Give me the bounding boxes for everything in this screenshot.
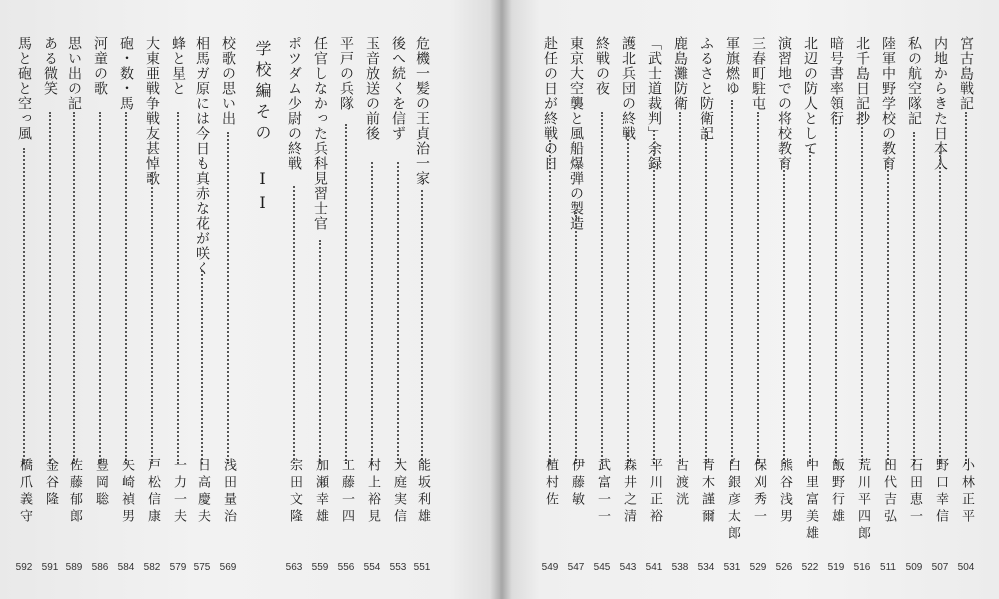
entry-author: 一力一夫 <box>171 458 186 526</box>
page-number: 538 <box>671 562 689 573</box>
entry-author: 古渡洸 <box>673 458 688 509</box>
entry-title: 私の航空隊記 <box>906 36 922 126</box>
page-number: 584 <box>117 562 135 573</box>
dot-leader <box>679 112 681 464</box>
entry-author: 宗田文隆 <box>287 458 302 526</box>
toc-entry <box>722 0 742 599</box>
dot-leader <box>913 132 915 464</box>
page-number: 549 <box>541 562 559 573</box>
entry-title: 宮古島戦記 <box>958 36 974 111</box>
entry-author: 森井之清 <box>621 458 636 526</box>
toc-entry <box>388 0 408 599</box>
dot-leader <box>783 162 785 464</box>
toc-entry <box>566 0 586 599</box>
entry-title: 陸軍中野学校の教育 <box>880 36 896 171</box>
entry-author: 工藤一四 <box>339 458 354 526</box>
entry-author: 飯野行雄 <box>829 458 844 526</box>
entry-author: 金谷隆 <box>43 458 58 509</box>
page-number: 543 <box>619 562 637 573</box>
page-number: 553 <box>389 562 407 573</box>
dot-leader <box>575 212 577 464</box>
entry-author: 伊藤敏 <box>569 458 584 509</box>
dot-leader <box>151 172 153 464</box>
page-number: 586 <box>91 562 109 573</box>
entry-title: 終戦の夜 <box>594 36 610 96</box>
page-number: 582 <box>143 562 161 573</box>
page-number: 569 <box>219 562 237 573</box>
entry-author: 大庭実信 <box>391 458 406 526</box>
entry-title: ポツダム少尉の終戦 <box>286 36 302 171</box>
section-heading <box>252 0 272 599</box>
page-number: 534 <box>697 562 715 573</box>
page-number: 526 <box>775 562 793 573</box>
page-number: 554 <box>363 562 381 573</box>
page-number: 563 <box>285 562 303 573</box>
entry-author: 橋爪義守 <box>17 458 32 526</box>
page-number: 551 <box>413 562 431 573</box>
entry-title: 内地からきた日本人 <box>932 36 948 171</box>
entry-author: 豊岡聡 <box>93 458 108 509</box>
entry-author: 村上裕見 <box>365 458 380 526</box>
dot-leader <box>125 112 127 464</box>
entry-author: 加瀬幸雄 <box>313 458 328 526</box>
page-number: 545 <box>593 562 611 573</box>
entry-title: 三春町駐屯 <box>750 36 766 111</box>
entry-title: 軍旗燃ゆ <box>724 36 740 96</box>
dot-leader <box>371 162 373 464</box>
entry-title: 砲・数・馬 <box>118 36 134 111</box>
dot-leader <box>293 186 295 464</box>
page-number: 541 <box>645 562 663 573</box>
entry-title: 「武士道裁判」余録 <box>646 36 662 171</box>
toc-entry <box>826 0 846 599</box>
toc-entry <box>618 0 638 599</box>
toc-entry <box>644 0 664 599</box>
page-number: 504 <box>957 562 975 573</box>
dot-leader <box>99 112 101 464</box>
dot-leader <box>345 124 347 464</box>
entry-title: 平戸の兵隊 <box>338 36 354 111</box>
entry-title: 東京大空襲と風船爆弾の製造 <box>568 36 584 231</box>
dot-leader <box>319 240 321 464</box>
entry-author: 野口幸信 <box>933 458 948 526</box>
entry-author: 日高慶夫 <box>195 458 210 526</box>
toc-entry <box>592 0 612 599</box>
entry-title: ふるさと防衛記 <box>698 36 714 141</box>
dot-leader <box>887 162 889 464</box>
page-number: 531 <box>723 562 741 573</box>
entry-author: 保刈秀一 <box>751 458 766 526</box>
dot-leader <box>23 148 25 464</box>
toc-entry <box>362 0 382 599</box>
dot-leader <box>939 152 941 464</box>
page-number: 511 <box>880 562 896 573</box>
page-number: 547 <box>567 562 585 573</box>
entry-author: 田代吉弘 <box>881 458 896 526</box>
dot-leader <box>861 112 863 464</box>
dot-leader <box>177 112 179 464</box>
entry-title: 鹿島灘防衛 <box>672 36 688 111</box>
entry-author: 石田恵一 <box>907 458 922 526</box>
toc-entry <box>192 0 212 599</box>
page-number: 507 <box>931 562 949 573</box>
entry-title: 馬と砲と空っ風 <box>16 36 32 141</box>
toc-entry <box>800 0 820 599</box>
toc-entry <box>930 0 950 599</box>
entry-title: 暗号書率領行 <box>828 36 844 126</box>
entry-title: 河童の歌 <box>92 36 108 96</box>
toc-entry <box>90 0 110 599</box>
entry-title: 校歌の思い出 <box>220 36 236 126</box>
entry-title: 大東亜戦争戦友甚悼歌 <box>144 36 160 186</box>
entry-title: 演習地での将校教育 <box>776 36 792 171</box>
dot-leader <box>757 112 759 464</box>
right-page <box>500 0 999 599</box>
page-number: 589 <box>65 562 83 573</box>
toc-entry <box>774 0 794 599</box>
page-number: 519 <box>827 562 845 573</box>
toc-entry <box>64 0 84 599</box>
entry-title: 後へ続くを信ず <box>390 36 406 141</box>
dot-leader <box>601 112 603 464</box>
toc-entry <box>218 0 238 599</box>
toc-entry <box>904 0 924 599</box>
entry-author: 荒川平四郎 <box>855 458 870 543</box>
entry-title: 北辺の防人として <box>802 36 818 156</box>
entry-title: 北千島日記抄 <box>854 36 870 126</box>
dot-leader <box>201 270 203 464</box>
entry-author: 戸松信康 <box>145 458 160 526</box>
dot-leader <box>835 112 837 464</box>
section-title: 学校編その II <box>253 40 272 217</box>
entry-title: 護北兵団の終戦 <box>620 36 636 141</box>
page-number: 559 <box>311 562 329 573</box>
entry-author: 中里富美雄 <box>803 458 818 543</box>
page-number: 591 <box>41 562 59 573</box>
toc-entry <box>956 0 976 599</box>
toc-entry <box>696 0 716 599</box>
dot-leader <box>627 132 629 464</box>
dot-leader <box>653 130 655 464</box>
toc-entry <box>310 0 330 599</box>
toc-entry <box>14 0 34 599</box>
entry-author: 平川正裕 <box>647 458 662 526</box>
entry-author: 熊谷浅男 <box>777 458 792 526</box>
page-number: 522 <box>801 562 819 573</box>
dot-leader <box>731 100 733 464</box>
entry-title: 危機一髪の王貞治一家 <box>414 36 430 186</box>
toc-entry <box>878 0 898 599</box>
toc-entry <box>116 0 136 599</box>
entry-author: 植村佐 <box>543 458 558 509</box>
dot-leader <box>549 140 551 464</box>
entry-author: 矢崎禎男 <box>119 458 134 526</box>
dot-leader <box>705 128 707 464</box>
page-number: 529 <box>749 562 767 573</box>
toc-entry <box>540 0 560 599</box>
entry-author: 武富一一 <box>595 458 610 526</box>
entry-title: 相馬ガ原には今日も真赤な花が咲く <box>194 36 210 276</box>
page-number: 509 <box>905 562 923 573</box>
entry-title: 赴任の日が終戦の日 <box>542 36 558 171</box>
entry-author: 小林正平 <box>959 458 974 526</box>
dot-leader <box>49 112 51 464</box>
toc-entry <box>336 0 356 599</box>
page-number: 516 <box>853 562 871 573</box>
toc-entry <box>40 0 60 599</box>
toc-entry <box>168 0 188 599</box>
page-number: 592 <box>15 562 33 573</box>
dot-leader <box>421 190 423 464</box>
entry-author: 青木謹爾 <box>699 458 714 526</box>
entry-title: 任官しなかった兵科見習士官 <box>312 36 328 231</box>
page-number: 575 <box>193 562 211 573</box>
entry-author: 能坂利雄 <box>415 458 430 526</box>
entry-author: 佐藤郁郎 <box>67 458 82 526</box>
toc-entry <box>670 0 690 599</box>
dot-leader <box>73 112 75 464</box>
page-number: 556 <box>337 562 355 573</box>
dot-leader <box>397 162 399 464</box>
entry-title: 思い出の記 <box>66 36 82 111</box>
toc-entry <box>748 0 768 599</box>
toc-entry <box>142 0 162 599</box>
page-number: 579 <box>169 562 187 573</box>
dot-leader <box>965 112 967 464</box>
entry-title: ある微笑 <box>42 36 58 96</box>
entry-author: 白銀彦太郎 <box>725 458 740 543</box>
toc-entry <box>852 0 872 599</box>
entry-author: 浅田量治 <box>221 458 236 526</box>
entry-title: 玉音放送の前後 <box>364 36 380 141</box>
toc-entry <box>284 0 304 599</box>
entry-title: 蜂と星と <box>170 36 186 96</box>
toc-entry <box>412 0 432 599</box>
dot-leader <box>227 132 229 464</box>
dot-leader <box>809 148 811 464</box>
